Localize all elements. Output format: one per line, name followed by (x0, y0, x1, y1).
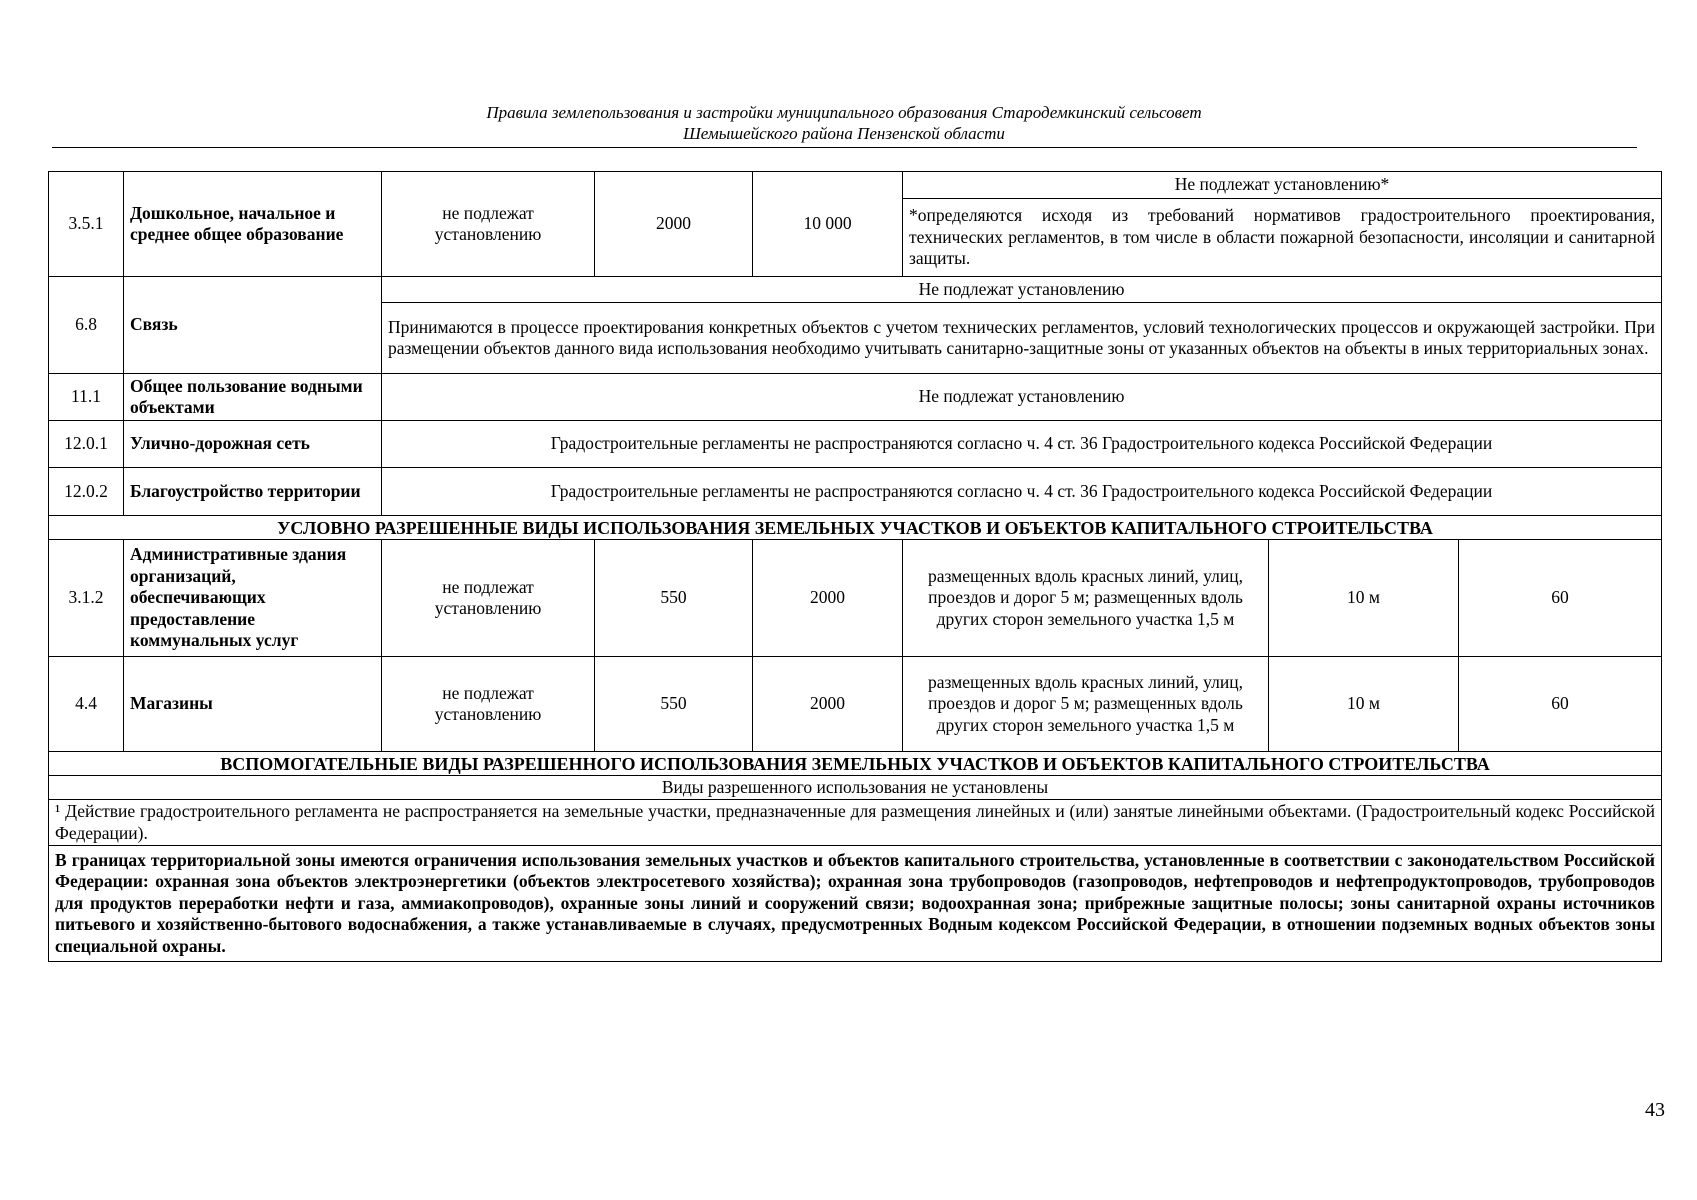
params-note-cell: *определяются исходя из требований нормативов градостроительного проектирования, технических регламентов, в том числе в области пожарной безопасности, инсоляции и санитарной защиты. (903, 199, 1662, 277)
restrictions-cell: В границах территориальной зоны имеются ограничения использования земельных участков и объектов капитального строительства, установленные в соответствии с законодательством Российской Федерации: охранная зона объектов электроэнергетики (объектов электросетевого хозяйства); охранная зона трубопроводов (газопроводов, нефтепроводов и нефтепродуктопроводов, трубопроводов для продуктов переработки нефти и газа, аммиакопроводов), охранные зоны линий и сооружений связи; водоохранная зона; прибрежные защитные полосы; зоны санитарной охраны источников питьевого и хозяйственно-бытового водоснабжения, а также устанавливаемые в случаях, предусмотренных Водным кодексом Российской Федерации, в отношении подземных водных объектов зоны специальной охраны. (49, 846, 1662, 962)
min-area-cell: 550 (595, 540, 753, 657)
row-code: 11.1 (49, 374, 124, 421)
row-name: Связь (124, 277, 382, 374)
min-area-cell: 2000 (595, 172, 753, 277)
footnote-cell: ¹ Действие градостроительного регламента не распространяется на земельные участки, предназначенные для размещения линейных и (или) занятые линейными объектами. (Градостроительный кодекс Российской Федерации). (49, 800, 1662, 846)
params-head-cell: Не подлежат установлению* (903, 172, 1662, 199)
table-row (49, 776, 1662, 800)
max-area-cell: 10 000 (753, 172, 903, 277)
section-row (49, 752, 1662, 776)
min-area-cell: 550 (595, 657, 753, 752)
setbacks-cell: размещенных вдоль красных линий, улиц, проездов и дорог 5 м; размещенных вдоль других сторон земельного участка 1,5 м (903, 657, 1269, 752)
row-name: Административные здания организаций, обеспечивающих предоставление коммунальных услуг (124, 540, 382, 657)
section-heading-auxiliary: ВСПОМОГАТЕЛЬНЫЕ ВИДЫ РАЗРЕШЕННОГО ИСПОЛЬЗОВАНИЯ ЗЕМЕЛЬНЫХ УЧАСТКОВ И ОБЪЕКТОВ КАПИТАЛЬНОГО СТРОИТЕЛЬСТВА (49, 752, 1662, 776)
section-row (49, 516, 1662, 540)
min-size-cell: не подлежат установлению (382, 540, 595, 657)
row-code: 3.1.2 (49, 540, 124, 657)
params-cell: Градостроительные регламенты не распространяются согласно ч. 4 ст. 36 Градостроительного кодекса Российской Федерации (382, 468, 1662, 516)
table-row (49, 277, 1662, 303)
header-line-2: Шемышейского района Пензенской области (683, 124, 1005, 143)
params-head-cell: Не подлежат установлению (382, 277, 1662, 303)
params-cell: Не подлежат установлению (382, 374, 1662, 421)
setbacks-cell: размещенных вдоль красных линий, улиц, проездов и дорог 5 м; размещенных вдоль других сторон земельного участка 1,5 м (903, 540, 1269, 657)
params-cell: Градостроительные регламенты не распространяются согласно ч. 4 ст. 36 Градостроительного кодекса Российской Федерации (382, 421, 1662, 468)
table-row (49, 374, 1662, 421)
row-name: Дошкольное, начальное и среднее общее образование (124, 172, 382, 277)
header-rule (52, 147, 1637, 148)
min-size-cell: не подлежат установлению (382, 657, 595, 752)
min-size-cell: не подлежат установлению (382, 172, 595, 277)
table-row (49, 657, 1662, 752)
coverage-cell: 60 (1459, 540, 1662, 657)
table-row (49, 846, 1662, 962)
coverage-cell: 60 (1459, 657, 1662, 752)
table-row (49, 540, 1662, 657)
row-name: Улично-дорожная сеть (124, 421, 382, 468)
header-line-1: Правила землепользования и застройки муниципального образования Стародемкинский сельсовет (486, 103, 1202, 122)
row-code: 6.8 (49, 277, 124, 374)
row-code: 12.0.1 (49, 421, 124, 468)
table-row (49, 421, 1662, 468)
row-name: Общее пользование водными объектами (124, 374, 382, 421)
page-header (48, 102, 1640, 144)
max-area-cell: 2000 (753, 540, 903, 657)
table-row (49, 468, 1662, 516)
height-cell: 10 м (1269, 540, 1459, 657)
row-name: Магазины (124, 657, 382, 752)
row-name: Благоустройство территории (124, 468, 382, 516)
table-row (49, 800, 1662, 846)
row-code: 4.4 (49, 657, 124, 752)
max-area-cell: 2000 (753, 657, 903, 752)
row-code: 3.5.1 (49, 172, 124, 277)
regulations-table-wrap (48, 171, 1661, 962)
params-note-cell: Принимаются в процессе проектирования конкретных объектов с учетом технических регламентов, условий технологических процессов и окружающей застройки. При размещении объектов данного вида использования необходимо учитывать санитарно-защитные зоны от указанных объектов на объекты в иных территориальных зонах. (382, 303, 1662, 374)
regulations-table (48, 171, 1662, 962)
height-cell: 10 м (1269, 657, 1459, 752)
page-number: 43 (1645, 1099, 1665, 1121)
row-code: 12.0.2 (49, 468, 124, 516)
section-heading-conditional: УСЛОВНО РАЗРЕШЕННЫЕ ВИДЫ ИСПОЛЬЗОВАНИЯ ЗЕМЕЛЬНЫХ УЧАСТКОВ И ОБЪЕКТОВ КАПИТАЛЬНОГО СТРОИТЕЛЬСТВА (49, 516, 1662, 540)
auxiliary-note-cell: Виды разрешенного использования не установлены (49, 776, 1662, 800)
table-row (49, 172, 1662, 199)
